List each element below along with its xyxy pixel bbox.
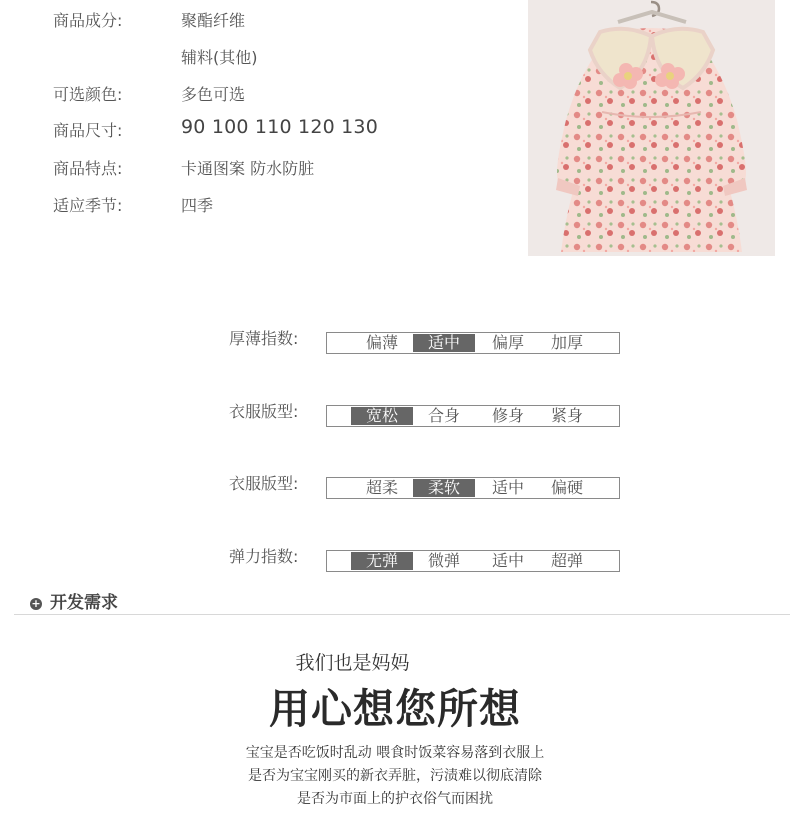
description-line: 宝宝是否吃饭时乱动 喂食时饭菜容易落到衣服上 bbox=[245, 745, 545, 761]
scale-label: 厚薄指数: bbox=[229, 329, 299, 348]
spec-value: 多色可选 bbox=[181, 85, 246, 104]
scale-box bbox=[326, 332, 620, 354]
slogan-small: 我们也是妈妈 bbox=[295, 652, 410, 674]
scale-option: 适中 bbox=[491, 478, 524, 497]
scale-option: 适中 bbox=[491, 551, 524, 570]
scale-option: 加厚 bbox=[550, 333, 583, 352]
plus-icon: + bbox=[31, 597, 41, 610]
spec-value: 四季 bbox=[181, 196, 214, 215]
scale-option: 超弹 bbox=[550, 551, 583, 570]
scale-option-selected: 适中 bbox=[413, 334, 475, 352]
scale-thickness bbox=[0, 329, 790, 356]
spec-label: 商品特点: bbox=[53, 159, 123, 178]
description-line: 是否为市面上的护衣俗气而困扰 bbox=[297, 791, 493, 807]
scale-option: 微弹 bbox=[427, 551, 460, 570]
spec-label: 可选颜色: bbox=[53, 85, 123, 104]
spec-label: 适应季节: bbox=[53, 196, 123, 215]
scale-box bbox=[326, 477, 620, 499]
spec-value: 辅料(其他) bbox=[181, 48, 258, 67]
description-line: 是否为宝宝刚买的新衣弄脏，污渍难以彻底清除 bbox=[248, 768, 542, 784]
scale-option-selected: 柔软 bbox=[413, 479, 475, 497]
spec-value: 90 100 110 120 130 bbox=[181, 116, 378, 138]
scale-option: 偏薄 bbox=[365, 333, 398, 352]
section-heading-text: 开发需求 bbox=[50, 593, 118, 613]
spec-value: 聚酯纤维 bbox=[181, 11, 246, 30]
scale-elasticity bbox=[0, 547, 790, 574]
scale-box bbox=[326, 405, 620, 427]
scale-option-selected: 无弹 bbox=[351, 552, 413, 570]
scale-label: 弹力指数: bbox=[229, 547, 299, 566]
scale-option-selected: 宽松 bbox=[351, 407, 413, 425]
scale-option: 修身 bbox=[491, 406, 524, 425]
scale-fit bbox=[0, 402, 790, 429]
section-heading bbox=[30, 588, 118, 612]
scale-option: 合身 bbox=[427, 406, 460, 425]
scale-softness bbox=[0, 474, 790, 501]
scale-box bbox=[326, 550, 620, 572]
dress-illustration bbox=[528, 0, 775, 256]
scale-option: 紧身 bbox=[550, 406, 583, 425]
scale-label: 衣服版型: bbox=[229, 474, 299, 493]
scale-option: 偏硬 bbox=[550, 478, 583, 497]
spec-label: 商品成分: bbox=[53, 11, 123, 30]
scale-option: 超柔 bbox=[365, 478, 398, 497]
spec-value: 卡通图案 防水防脏 bbox=[181, 159, 315, 178]
slogan-title: 用心想您所想 bbox=[269, 685, 521, 733]
product-photo bbox=[528, 0, 775, 256]
scale-label: 衣服版型: bbox=[229, 402, 299, 421]
divider bbox=[14, 614, 790, 615]
spec-label: 商品尺寸: bbox=[53, 121, 123, 140]
scale-option: 偏厚 bbox=[491, 333, 524, 352]
